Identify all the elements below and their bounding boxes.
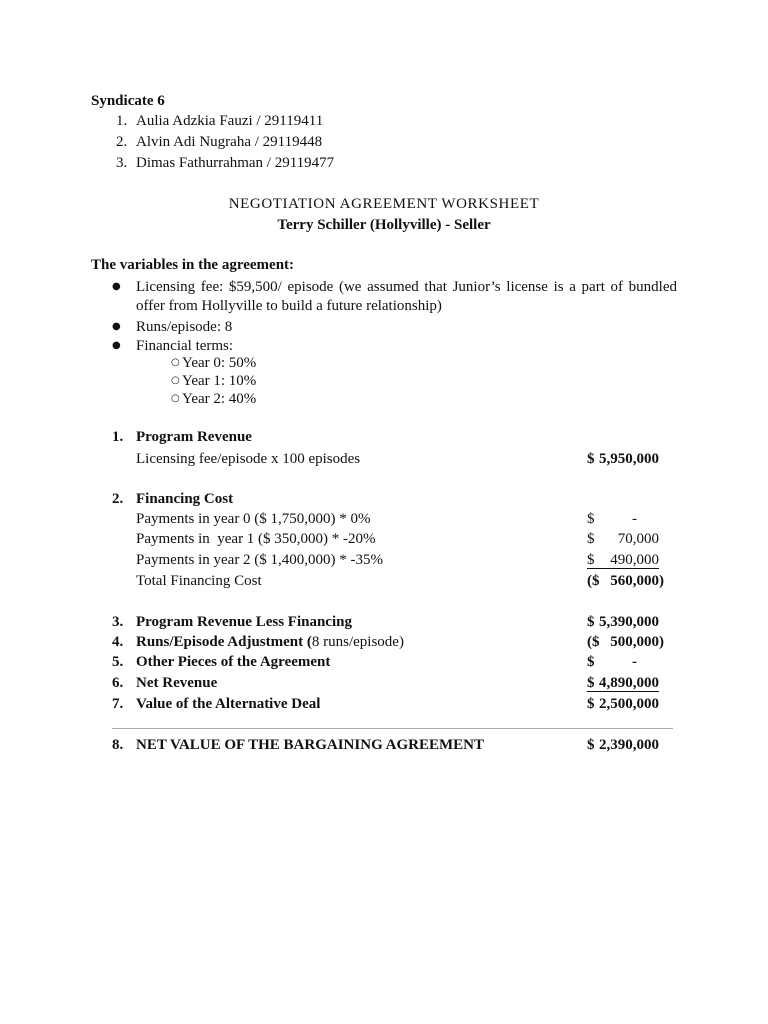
section-number: 5. [112,654,124,670]
variable-licensing-fee-continued [0,296,768,316]
member-number: 3. [116,155,128,171]
member-item [0,111,768,131]
section-amount [587,694,659,712]
program-revenue-detail: Licensing fee/episode x 100 episodes [136,451,361,467]
section-amount [587,673,659,692]
currency-symbol: $ [587,654,595,670]
variables-heading: The variables in the agreement: [91,257,295,273]
financing-total-row [0,571,768,591]
section-label: Runs/Episode Adjustment ( [136,634,312,650]
amount-value: 5,950,000 [599,451,659,467]
financing-total-amount [587,571,664,589]
currency-symbol: $ [587,737,595,753]
section-amount [587,612,659,630]
financing-row-text: Payments in year 2 ($ 1,400,000) * -35% [136,552,384,568]
amount-value: 2,390,000 [599,737,659,753]
section-number: 1. [112,429,124,445]
member-item [0,132,768,152]
document-title: NEGOTIATION AGREEMENT WORKSHEET [228,196,540,212]
section-number: 4. [112,634,124,650]
member-text: Alvin Adi Nugraha / 29119448 [136,134,323,150]
member-number: 2. [116,134,128,150]
currency-symbol: $ [587,552,595,568]
program-revenue-detail-row [0,449,768,469]
divider-line [112,728,673,729]
currency-symbol: $ [587,531,595,547]
currency-symbol: $ [587,696,595,712]
document-subtitle: Terry Schiller (Hollyville) - Seller [277,217,491,233]
licensing-fee-line-2: offer from Hollyville to build a future relationship) [136,298,442,314]
financial-terms-text: Financial terms: [136,338,234,354]
amount-value: - [632,511,637,527]
section-amount [587,632,664,650]
financial-term-text: Year 0: 50% [182,355,257,371]
financing-row [0,509,768,529]
currency-symbol: $ [587,511,595,527]
financing-row-amount [587,529,659,547]
member-text: Dimas Fathurrahman / 29119477 [136,155,335,171]
circle-bullet-icon: ○ [171,375,180,386]
section-other-pieces [0,652,768,672]
section-number: 3. [112,614,124,630]
section-label: Other Pieces of the Agreement [136,654,331,670]
section-label: Value of the Alternative Deal [136,696,321,712]
currency-symbol: $ [587,451,595,467]
section-amount [587,735,659,753]
section-revenue-less-financing [0,612,768,632]
section-net-revenue [0,673,768,693]
licensing-fee-line-1: Licensing fee: $59,500/ episode (we assumed that Junior’s license is a part of bundled [136,279,677,295]
program-revenue-amount [587,449,659,467]
section-number: 8. [112,737,124,753]
section-label: Program Revenue [136,429,252,445]
section-number: 2. [112,491,124,507]
financial-term-item [0,389,768,409]
bullet-icon: ● [112,340,121,351]
section-note: 8 runs/episode) [311,634,404,650]
bullet-icon: ● [112,321,121,332]
section-alternative-deal [0,694,768,714]
financing-row-text: Payments in year 0 ($ 1,750,000) * 0% [136,511,371,527]
financial-term-item [0,353,768,373]
financing-total-label: Total Financing Cost [136,573,262,589]
section-runs-adjustment [0,632,768,652]
circle-bullet-icon: ○ [171,393,180,404]
section-label: Program Revenue Less Financing [136,614,352,630]
variable-runs [0,317,768,337]
member-number: 1. [116,113,128,129]
circle-bullet-icon: ○ [171,357,180,368]
section-label: Net Revenue [136,675,218,691]
amount-value: 560,000) [610,573,664,589]
runs-text: Runs/episode: 8 [136,319,233,335]
amount-value: 5,390,000 [599,614,659,630]
financing-row-amount [587,509,659,527]
section-label: Financing Cost [136,491,234,507]
financial-term-text: Year 2: 40% [182,391,257,407]
financial-term-item [0,371,768,391]
section-net-value [0,735,768,755]
section-program-revenue [0,427,768,447]
section-financing-cost [0,489,768,509]
amount-value: - [632,654,637,670]
amount-value: 490,000 [610,552,659,568]
amount-value: 4,890,000 [599,675,659,691]
section-amount [587,652,659,670]
financing-row-amount [587,550,659,569]
bullet-icon: ● [112,281,121,292]
section-number: 6. [112,675,124,691]
currency-symbol: ($ [587,573,600,589]
currency-symbol: $ [587,614,595,630]
amount-value: 2,500,000 [599,696,659,712]
currency-symbol: ($ [587,634,600,650]
section-label-group [136,632,404,652]
section-label: NET VALUE OF THE BARGAINING AGREEMENT [136,737,484,753]
member-text: Aulia Adzkia Fauzi / 29119411 [136,113,324,129]
member-item [0,153,768,173]
currency-symbol: $ [587,675,595,691]
amount-value: 500,000) [610,634,664,650]
syndicate-heading: Syndicate 6 [91,93,165,109]
financing-row [0,529,768,549]
financial-term-text: Year 1: 10% [182,373,257,389]
financing-row [0,550,768,570]
section-number: 7. [112,696,124,712]
variable-licensing-fee [0,277,768,297]
amount-value: 70,000 [617,531,659,547]
financing-row-text: Payments in year 1 ($ 350,000) * -20% [136,531,376,547]
